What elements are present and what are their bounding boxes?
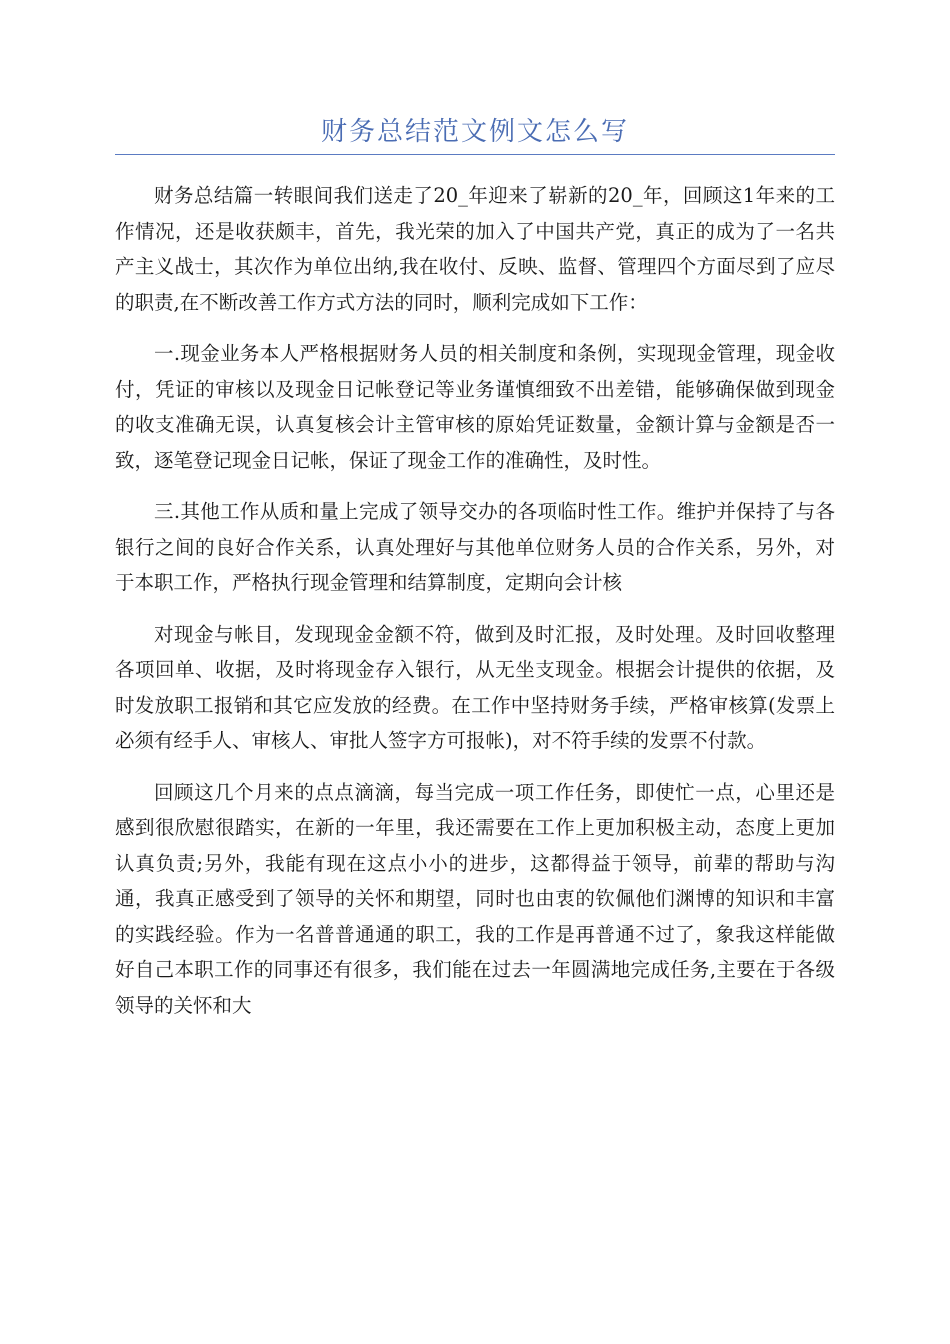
- document-body: [115, 178, 835, 1039]
- paragraph-other-work: 三.其他工作从质和量上完成了领导交办的各项临时性工作。维护并保持了与各银行之间的良好合作关系，认真处理好与其他单位财务人员的合作关系，另外，对于本职工作，严格执行现金管理和结算制度，定期向会计核: [115, 500, 835, 594]
- paragraph-intro: 财务总结篇一转眼间我们送走了20_年迎来了崭新的20_年，回顾这1年来的工作情况，还是收获颇丰，首先，我光荣的加入了中国共产党，真正的成为了一名共产主义战士，其次作为单位出纳,我在收付、反映、监督、管理四个方面尽到了应尽的职责,在不断改善工作方式方法的同时，顺利完成如下工作：: [115, 184, 835, 314]
- paragraph-cash-business: 一.现金业务本人严格根据财务人员的相关制度和条例，实现现金管理，现金收付，凭证的审核以及现金日记帐登记等业务谨慎细致不出差错，能够确保做到现金的收支准确无误，认真复核会计主管审核的原始凭证数量，金额计算与金额是否一致，逐笔登记现金日记帐，保证了现金工作的准确性，及时性。: [115, 342, 835, 472]
- page-title: 财务总结范文例文怎么写: [320, 117, 629, 147]
- paragraph-review: 回顾这几个月来的点点滴滴，每当完成一项工作任务，即使忙一点，心里还是感到很欣慰很踏实，在新的一年里，我还需要在工作上更加积极主动，态度上更加认真负责;另外，我能有现在这点小小的进步，这都得益于领导，前辈的帮助与沟通，我真正感受到了领导的关怀和期望，同时也由衷的钦佩他们渊博的知识和丰富的实践经验。作为一名普普通通的职工，我的工作是再普通不过了，象我这样能做好自己本职工作的同事还有很多，我们能在过去一年圆满地完成任务,主要在于各级领导的关怀和大: [115, 780, 835, 1017]
- paragraph-cash-accounts: 对现金与帐目，发现现金金额不符，做到及时汇报，及时处理。及时回收整理各项回单、收据，及时将现金存入银行，从无坐支现金。根据会计提供的依据，及时发放职工报销和其它应发放的经费。在工作中坚持财务手续，严格审核算(发票上必须有经手人、审核人、审批人签字方可报帐)，对不符手续的发票不付款。: [115, 622, 835, 752]
- title-underline: [115, 154, 835, 155]
